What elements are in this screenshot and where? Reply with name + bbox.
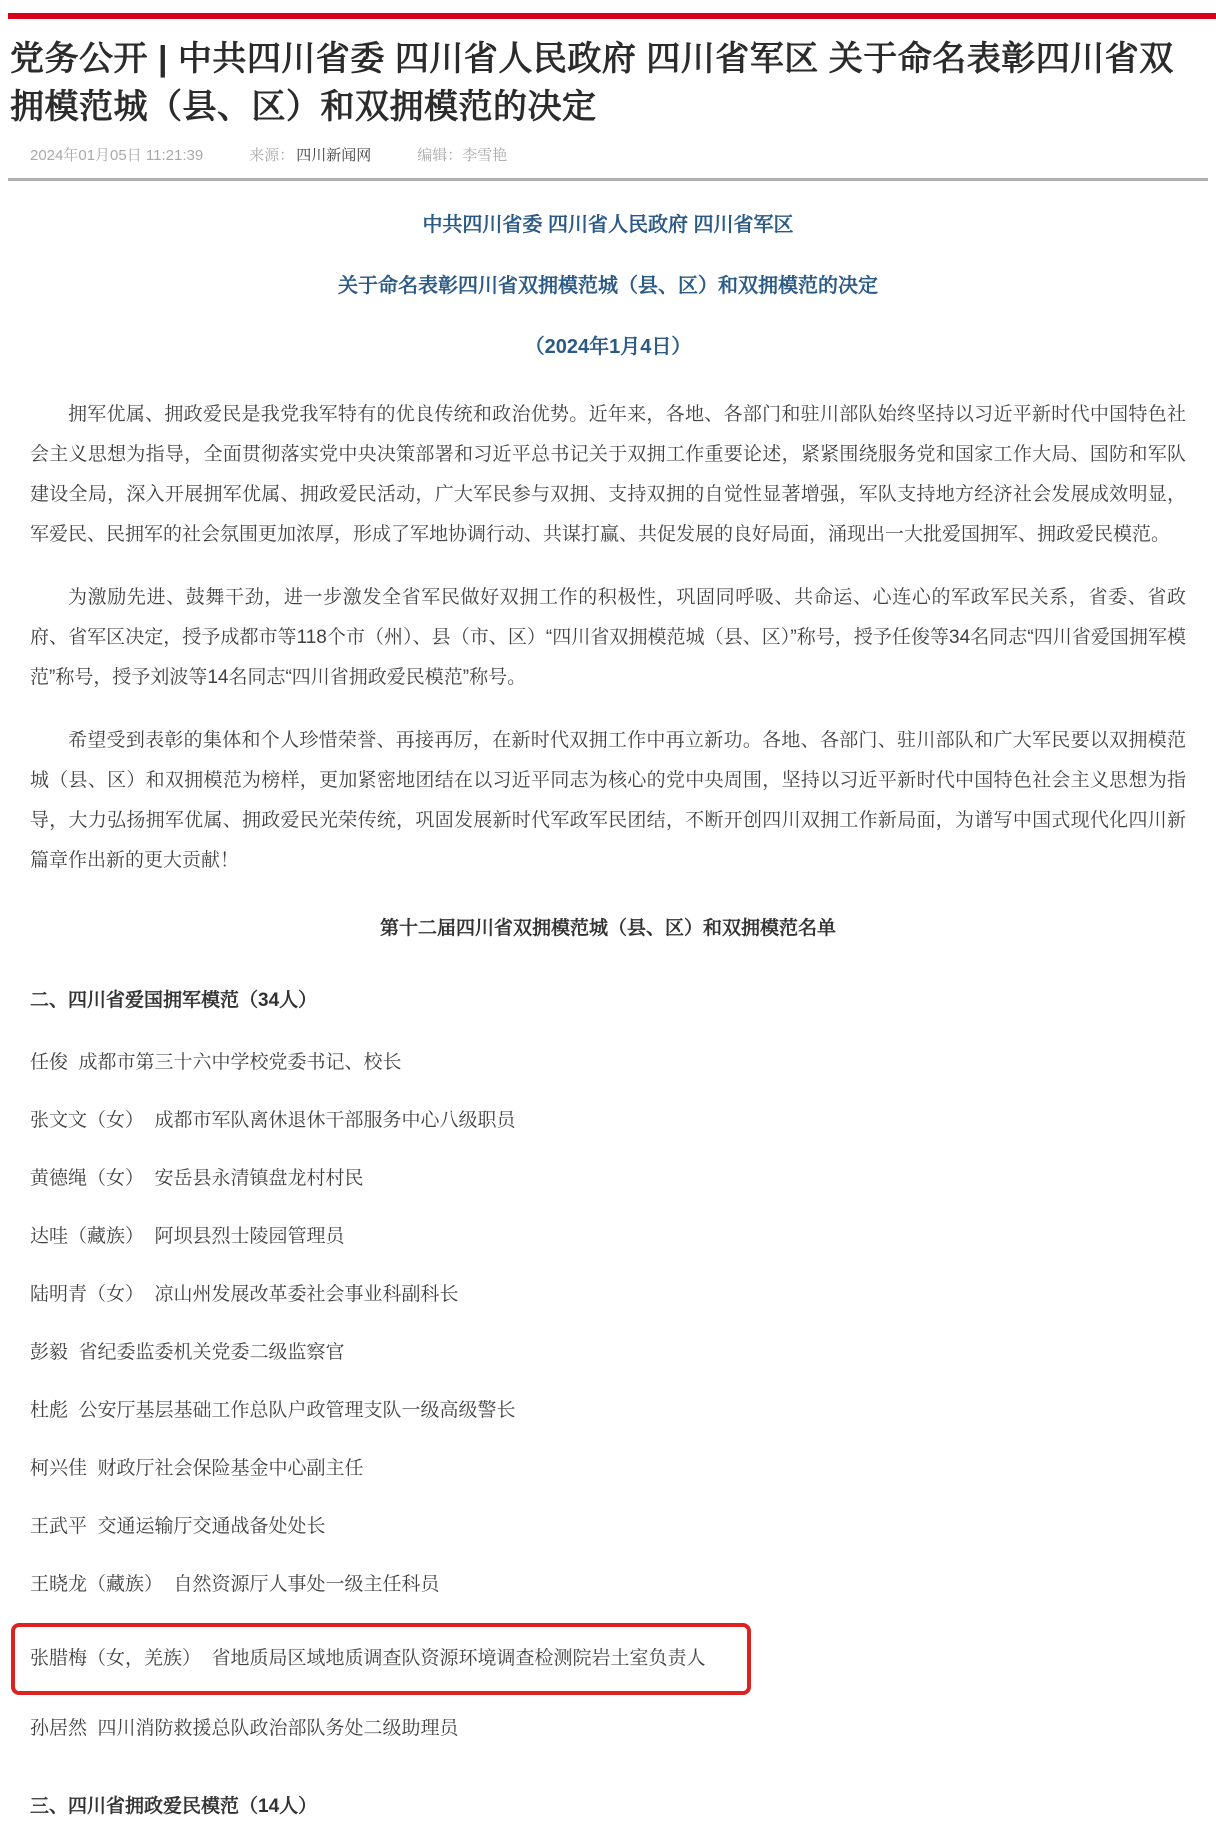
person-title: 省地质局区域地质调查队资源环境调查检测院岩土室负责人 — [211, 1647, 706, 1669]
article-meta — [30, 144, 1216, 165]
section-heading: 二、四川省爱国拥军模范（34人） — [30, 989, 318, 1011]
doc-heading-date: （2024年1月4日） — [524, 335, 692, 358]
editor-name: 李雪艳 — [462, 146, 508, 164]
source-name: 四川新闻网 — [296, 146, 372, 164]
person-title: 四川消防救援总队政治部队务处二级助理员 — [97, 1717, 459, 1739]
list-item — [30, 1565, 439, 1605]
paragraph: 拥军优属、拥政爱民是我党我军特有的优良传统和政治优势。近年来，各地、各部门和驻川部队始终坚持以习近平新时代中国特色社会主义思想为指导，全面贯彻落实党中央决策部署和习近平总书记关于双拥工作重要论述，紧紧围绕服务党和国家工作大局、国防和军队建设全局，深入开展拥军优属、拥政爱民活动，广大军民参与双拥、支持双拥的自觉性显著增强，军队支持地方经济社会发展成效明显，军爱民、民拥军的社会氛围更加浓厚，形成了军地协调行动、共谋打赢、共促发展的良好局面，涌现出一大批爱国拥军、拥政爱民模范。 — [30, 403, 1186, 545]
list-item — [30, 1449, 363, 1489]
top-accent-bar — [8, 13, 1216, 19]
person-name: 王晓龙（藏族） — [30, 1573, 164, 1595]
publish-datetime: 2024年01月05日 11:21:39 — [30, 146, 204, 164]
person-name: 杜彪 — [30, 1399, 69, 1421]
list-item — [30, 1043, 401, 1083]
person-name: 达哇（藏族） — [30, 1225, 145, 1247]
person-name: 张腊梅（女，羌族） — [30, 1647, 202, 1669]
person-title: 安岳县永清镇盘龙村村民 — [154, 1167, 364, 1189]
person-name: 王武平 — [30, 1515, 88, 1537]
list-item — [30, 1507, 325, 1547]
person-title: 公安厅基层基础工作总队户政管理支队一级高级警长 — [78, 1399, 516, 1421]
person-title: 凉山州发展改革委社会事业科副科长 — [154, 1283, 459, 1305]
honor-list-title: 第十二届四川省双拥模范城（县、区）和双拥模范名单 — [379, 917, 836, 939]
person-name: 张文文（女） — [30, 1109, 145, 1131]
list-item — [30, 1159, 363, 1199]
header-divider — [8, 178, 1208, 181]
doc-heading-issuers: 中共四川省委 四川省人民政府 四川省军区 — [422, 213, 794, 236]
person-title: 自然资源厅人事处一级主任科员 — [173, 1573, 440, 1595]
paragraphs — [30, 395, 1186, 881]
person-title: 阿坝县烈士陵园管理员 — [154, 1225, 345, 1247]
list-item — [30, 1275, 458, 1315]
list-item — [30, 1709, 458, 1749]
person-title: 省纪委监委机关党委二级监察官 — [78, 1341, 345, 1363]
person-name: 孙居然 — [30, 1717, 88, 1739]
person-name: 任俊 — [30, 1051, 69, 1073]
person-title: 成都市军队离休退休干部服务中心八级职员 — [154, 1109, 516, 1131]
list-item — [30, 1217, 344, 1257]
editor-label: 编辑： — [417, 146, 463, 164]
person-name: 彭毅 — [30, 1341, 69, 1363]
paragraph: 为激励先进、鼓舞干劲，进一步激发全省军民做好双拥工作的积极性，巩固同呼吸、共命运、心连心的军政军民关系，省委、省政府、省军区决定，授予成都市等118个市（州）、县（市、区）“四川省双拥模范城（县、区）”称号，授予任俊等34名同志“四川省爱国拥军模范”称号，授予刘波等14名同志“四川省拥政爱民模范”称号。 — [30, 586, 1186, 688]
person-title: 财政厅社会保险基金中心副主任 — [97, 1457, 364, 1479]
person-name: 黄德绳（女） — [30, 1167, 145, 1189]
page-title: 党务公开 | 中共四川省委 四川省人民政府 四川省军区 关于命名表彰四川省双拥模范城（县、区）和双拥模范的决定 — [10, 40, 1174, 127]
source-label: 来源： — [249, 146, 295, 164]
name-list — [30, 1043, 1186, 1749]
section-heading: 三、四川省拥政爱民模范（14人） — [30, 1795, 318, 1817]
person-name: 陆明青（女） — [30, 1283, 145, 1305]
list-item — [30, 1391, 515, 1431]
honor-sections — [30, 987, 1186, 1821]
person-title: 交通运输厅交通战备处处长 — [97, 1515, 326, 1537]
doc-heading-decision-title: 关于命名表彰四川省双拥模范城（县、区）和双拥模范的决定 — [338, 274, 878, 297]
source-field — [249, 147, 371, 164]
article-body — [0, 211, 1216, 1821]
person-name: 柯兴佳 — [30, 1457, 88, 1479]
editor-field — [417, 147, 507, 164]
person-title: 成都市第三十六中学校党委书记、校长 — [78, 1051, 402, 1073]
paragraph: 希望受到表彰的集体和个人珍惜荣誉、再接再厉，在新时代双拥工作中再立新功。各地、各部门、驻川部队和广大军民要以双拥模范城（县、区）和双拥模范为榜样，更加紧密地团结在以习近平同志为核心的党中央周围，坚持以习近平新时代中国特色社会主义思想为指导，大力弘扬拥军优属、拥政爱民光荣传统，巩固发展新时代军政军民团结，不断开创四川双拥工作新局面，为谱写中国式现代化四川新篇章作出新的更大贡献！ — [30, 729, 1186, 871]
list-item — [30, 1333, 344, 1373]
list-item — [30, 1101, 515, 1141]
